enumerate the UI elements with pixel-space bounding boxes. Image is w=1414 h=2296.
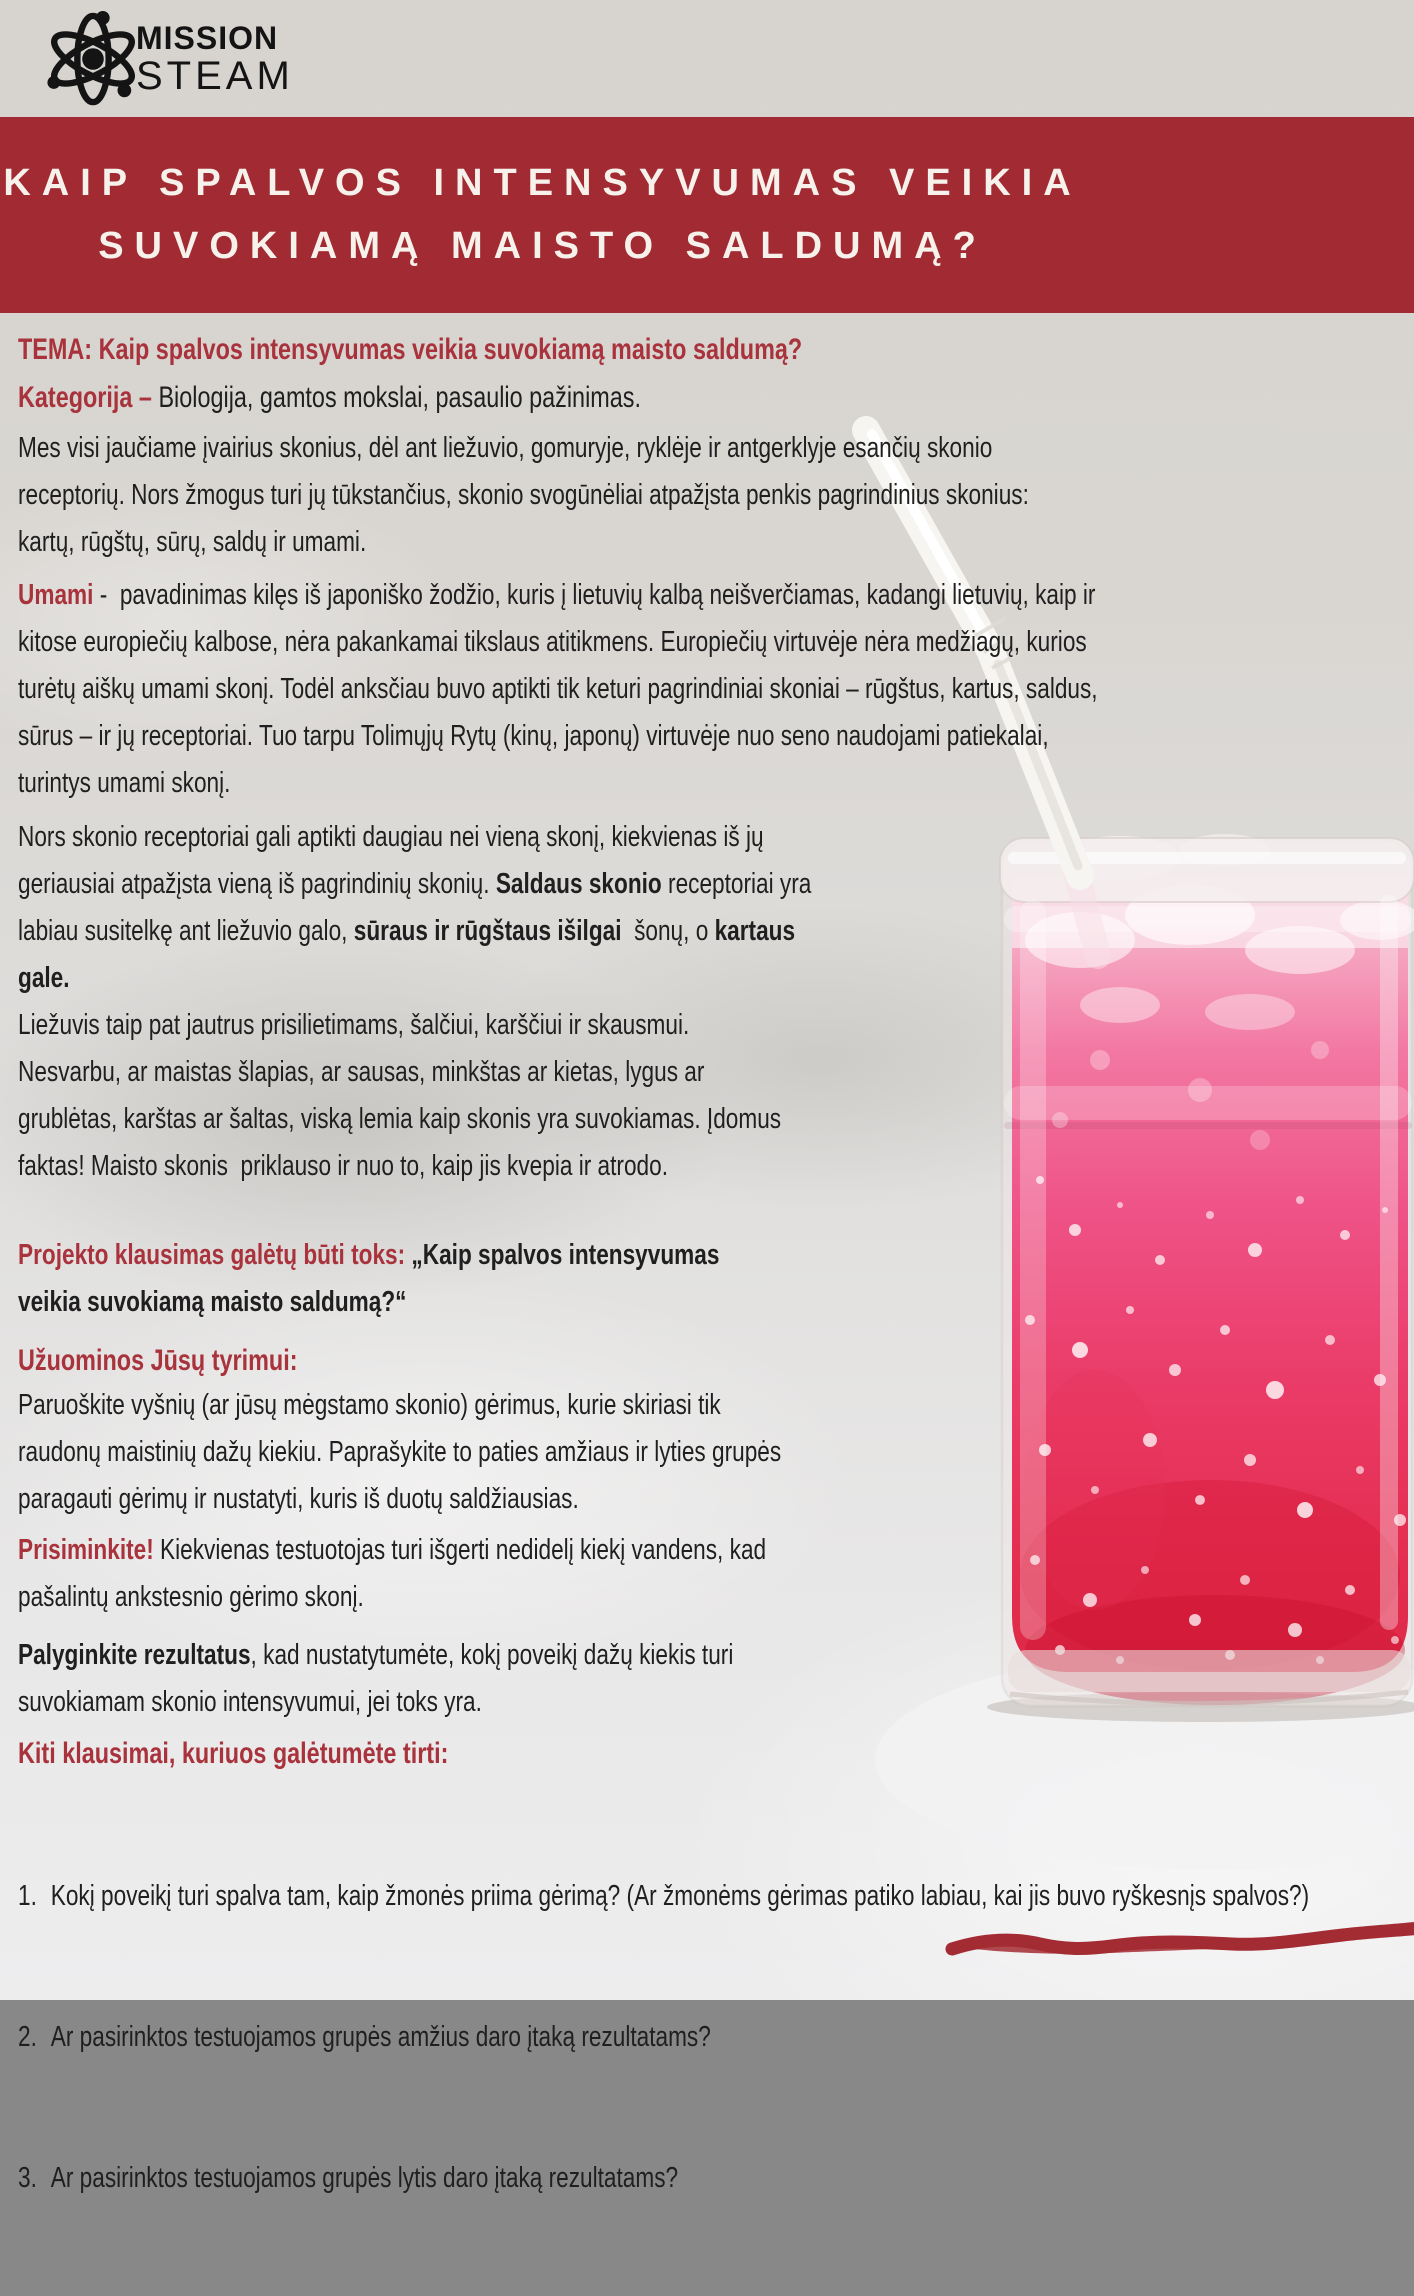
list-item: 2. Ar pasirinktos testuojamos grupės amžius daro įtaką rezultatams? [18,2021,711,2053]
title-banner [0,117,1414,313]
list-item: 1. Kokį poveikį turi spalva tam, kaip žmonės priima gėrimą? (Ar žmonėms gėrimas patiko labiau, kai jis buvo ryškesnįs spalvos?) [18,1880,1310,1912]
logo-word-mission: MISSION [136,20,279,56]
other-questions-heading: Kiti klausimai, kuriuos galėtumėte tirti: [18,1737,449,1770]
other-questions-list [18,1779,1373,2296]
paragraph-senses: Mes visi jaučiame įvairius skonius, dėl ant liežuvio, gomuryje, ryklėje ir antgerklyje esančių skonio receptorių. Nors žmogus turi jų tūkstančius, skonio svogūnėliai atpažįsta penkis pagrindinius skonius: kartų, rūgštų, sūrų, saldų ir umami. [18,432,1036,558]
tema-line: TEMA: Kaip spalvos intensyvumas veikia suvokiamą maisto saldumą? [18,333,803,366]
mason-jar [1000,834,1414,1706]
paragraph-hints: Paruoškite vyšnių (ar jūsų mėgstamo skonio) gėrimus, kurie skiriasi tik raudonų maistinių dažų kiekiu. Paprašykite to paties amžiaus ir lyties grupės paragauti gėrimų ir nustatyti, kuris iš duotų saldžiausias. [18,1389,794,1515]
atom-icon [44,10,142,108]
mission-steam-logo [44,10,294,108]
paragraph-umami: Umami - pavadinimas kilęs iš japoniško žodžio, kuris į lietuvių kalbą neišverčiamas, kadangi lietuvių, kaip ir kitose europiečių kalbose, nėra pakankamai tikslaus atitikmens. Europiečių virtuvėje nėra medžiagų, kurios turėtų aiškų umami skonį. Todėl anksčiau buvo aptikti tik keturi pagrindiniai skoniai – rūgštus, kartus, saldus, sūrus – ir jų receptoriai. Tuo tarpu Tolimųjų Rytų (kinų, japonų) virtuvėje nuo seno naudojami patiekalai, turintys umami skonį. [18,579,1104,799]
page-title-line2: SUVOKIAMĄ MAISTO SALDUMĄ? [98,225,987,267]
page-title-line1: KAIP SPALVOS INTENSYVUMAS VEIKIA [3,162,1082,204]
hints-heading: Užuominos Jūsų tyrimui: [18,1344,298,1377]
paragraph-tongue: Liežuvis taip pat jautrus prisilietimams, šalčiui, karščiui ir skausmui. Nesvarbu, ar maistas šlapias, ar sausas, minkštas ar kietas, lygus ar grublėtas, karštas ar šaltas, viską lemia kaip skonis yra suvokiamas. Įdomus faktas! Maisto skonis priklauso ir nuo to, kaip jis kvepia ir atrodo. [18,1009,788,1182]
paragraph-receptors: Nors skonio receptoriai gali aptikti daugiau nei vieną skonį, kiekvienas iš jų geriausiai atpažįsta vieną iš pagrindinių skonių. Saldaus skonio receptoriai yra labiau susitelkę ant liežuvio galo, sūraus ir rūgštaus išilgai šonų, o kartaus gale. [18,821,818,994]
kategorija-line: Kategorija – Biologija, gamtos mokslai, pasaulio pažinimas. [18,381,641,414]
project-question: Projekto klausimas galėtų būti toks: „Kaip spalvos intensyvumas veikia suvokiamą maisto saldumą?“ [18,1239,726,1318]
logo-word-steam: STEAM [136,54,294,98]
paragraph-remember: Prisiminkite! Kiekvienas testuotojas turi išgerti nedidelį kiekį vandens, kad pašalintų ankstesnio gėrimo skonį. [18,1534,773,1613]
paragraph-compare: Palyginkite rezultatus, kad nustatytumėte, kokį poveikį dažų kiekis turi suvokiamam skonio intensyvumui, jei toks yra. [18,1639,740,1718]
list-item: 3. Ar pasirinktos testuojamos grupės lytis daro įtaką rezultatams? [18,2162,679,2194]
